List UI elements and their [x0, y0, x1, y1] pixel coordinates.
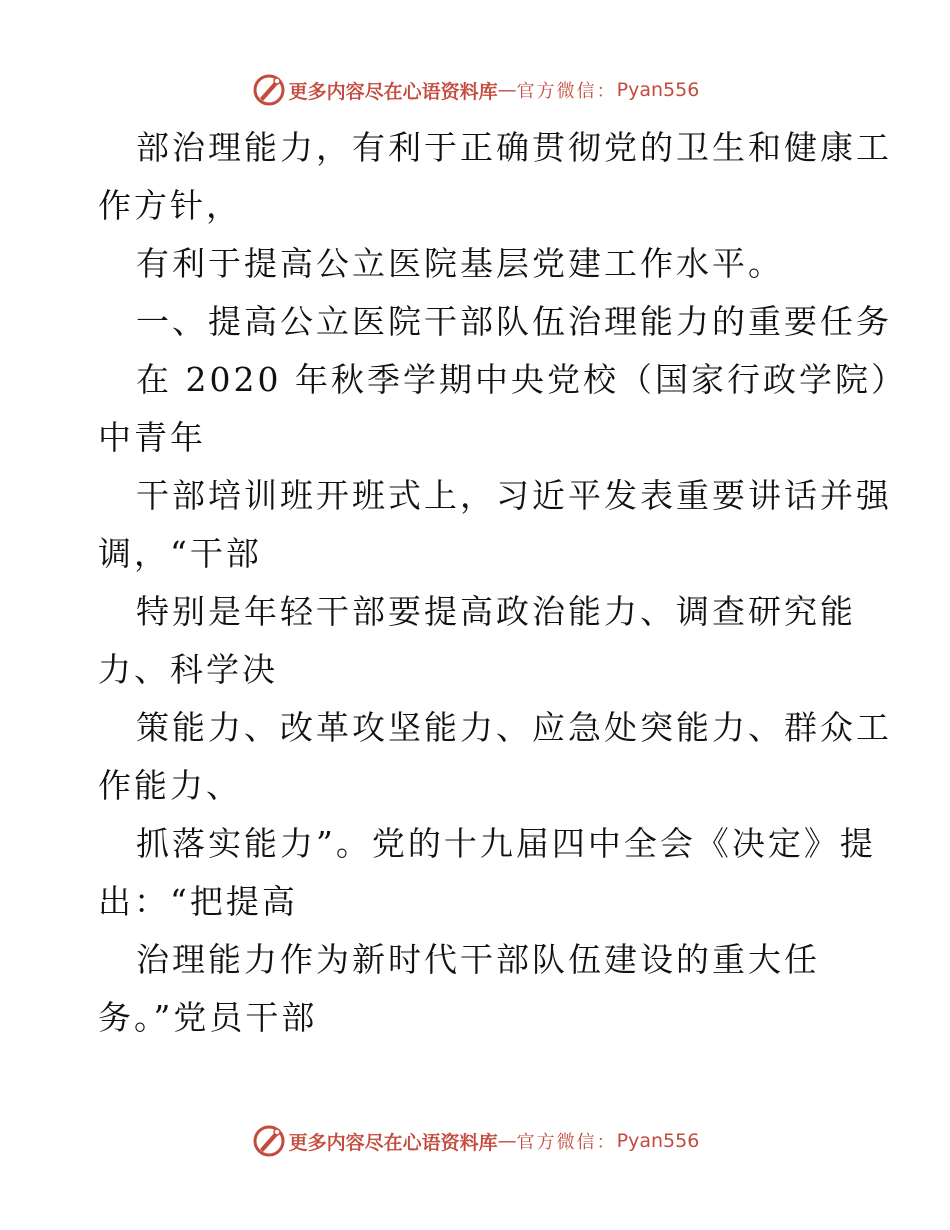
text-line: 有利于提高公立医院基层党建工作水平。 [136, 244, 784, 283]
text-line: 力、科学决 [98, 650, 278, 689]
text-line: 作方针， [98, 186, 242, 225]
logo-icon [251, 72, 287, 108]
text-line: 出：“把提高 [98, 882, 298, 921]
watermark-separator: — [497, 1130, 517, 1152]
header-watermark [0, 70, 950, 110]
watermark-wechat-id: Pyan556 [616, 1130, 700, 1152]
text-line: 在 2020 年秋季学期中央党校（国家行政学院） [136, 360, 907, 399]
text-line: 作能力、 [98, 766, 242, 805]
section-heading: 一、提高公立医院干部队伍治理能力的重要任务 [136, 302, 892, 341]
text-line: 调，“干部 [98, 534, 262, 573]
text-line: 治理能力作为新时代干部队伍建设的重大任 [136, 940, 820, 979]
text-line: 策能力、改革攻坚能力、应急处突能力、群众工 [136, 708, 892, 747]
watermark-wechat-label: 官方微信： [516, 81, 617, 102]
text-line: 务。”党员干部 [98, 998, 318, 1037]
text-line: 中青年 [98, 418, 206, 457]
watermark-site-text: 更多内容尽在心语资料库 [288, 80, 498, 103]
footer-watermark [0, 1121, 950, 1161]
text-line: 特别是年轻干部要提高政治能力、调查研究能 [136, 592, 856, 631]
watermark-wechat-label: 官方微信： [516, 1132, 617, 1153]
watermark-separator: — [497, 79, 517, 101]
text-line: 干部培训班开班式上，习近平发表重要讲话并强 [136, 476, 892, 515]
watermark-wechat-id: Pyan556 [616, 79, 700, 101]
text-line: 抓落实能力”。党的十九届四中全会《决定》提 [136, 824, 876, 863]
watermark-site-text: 更多内容尽在心语资料库 [288, 1131, 498, 1154]
logo-icon [251, 1123, 287, 1159]
text-line: 部治理能力，有利于正确贯彻党的卫生和健康工 [136, 128, 892, 167]
